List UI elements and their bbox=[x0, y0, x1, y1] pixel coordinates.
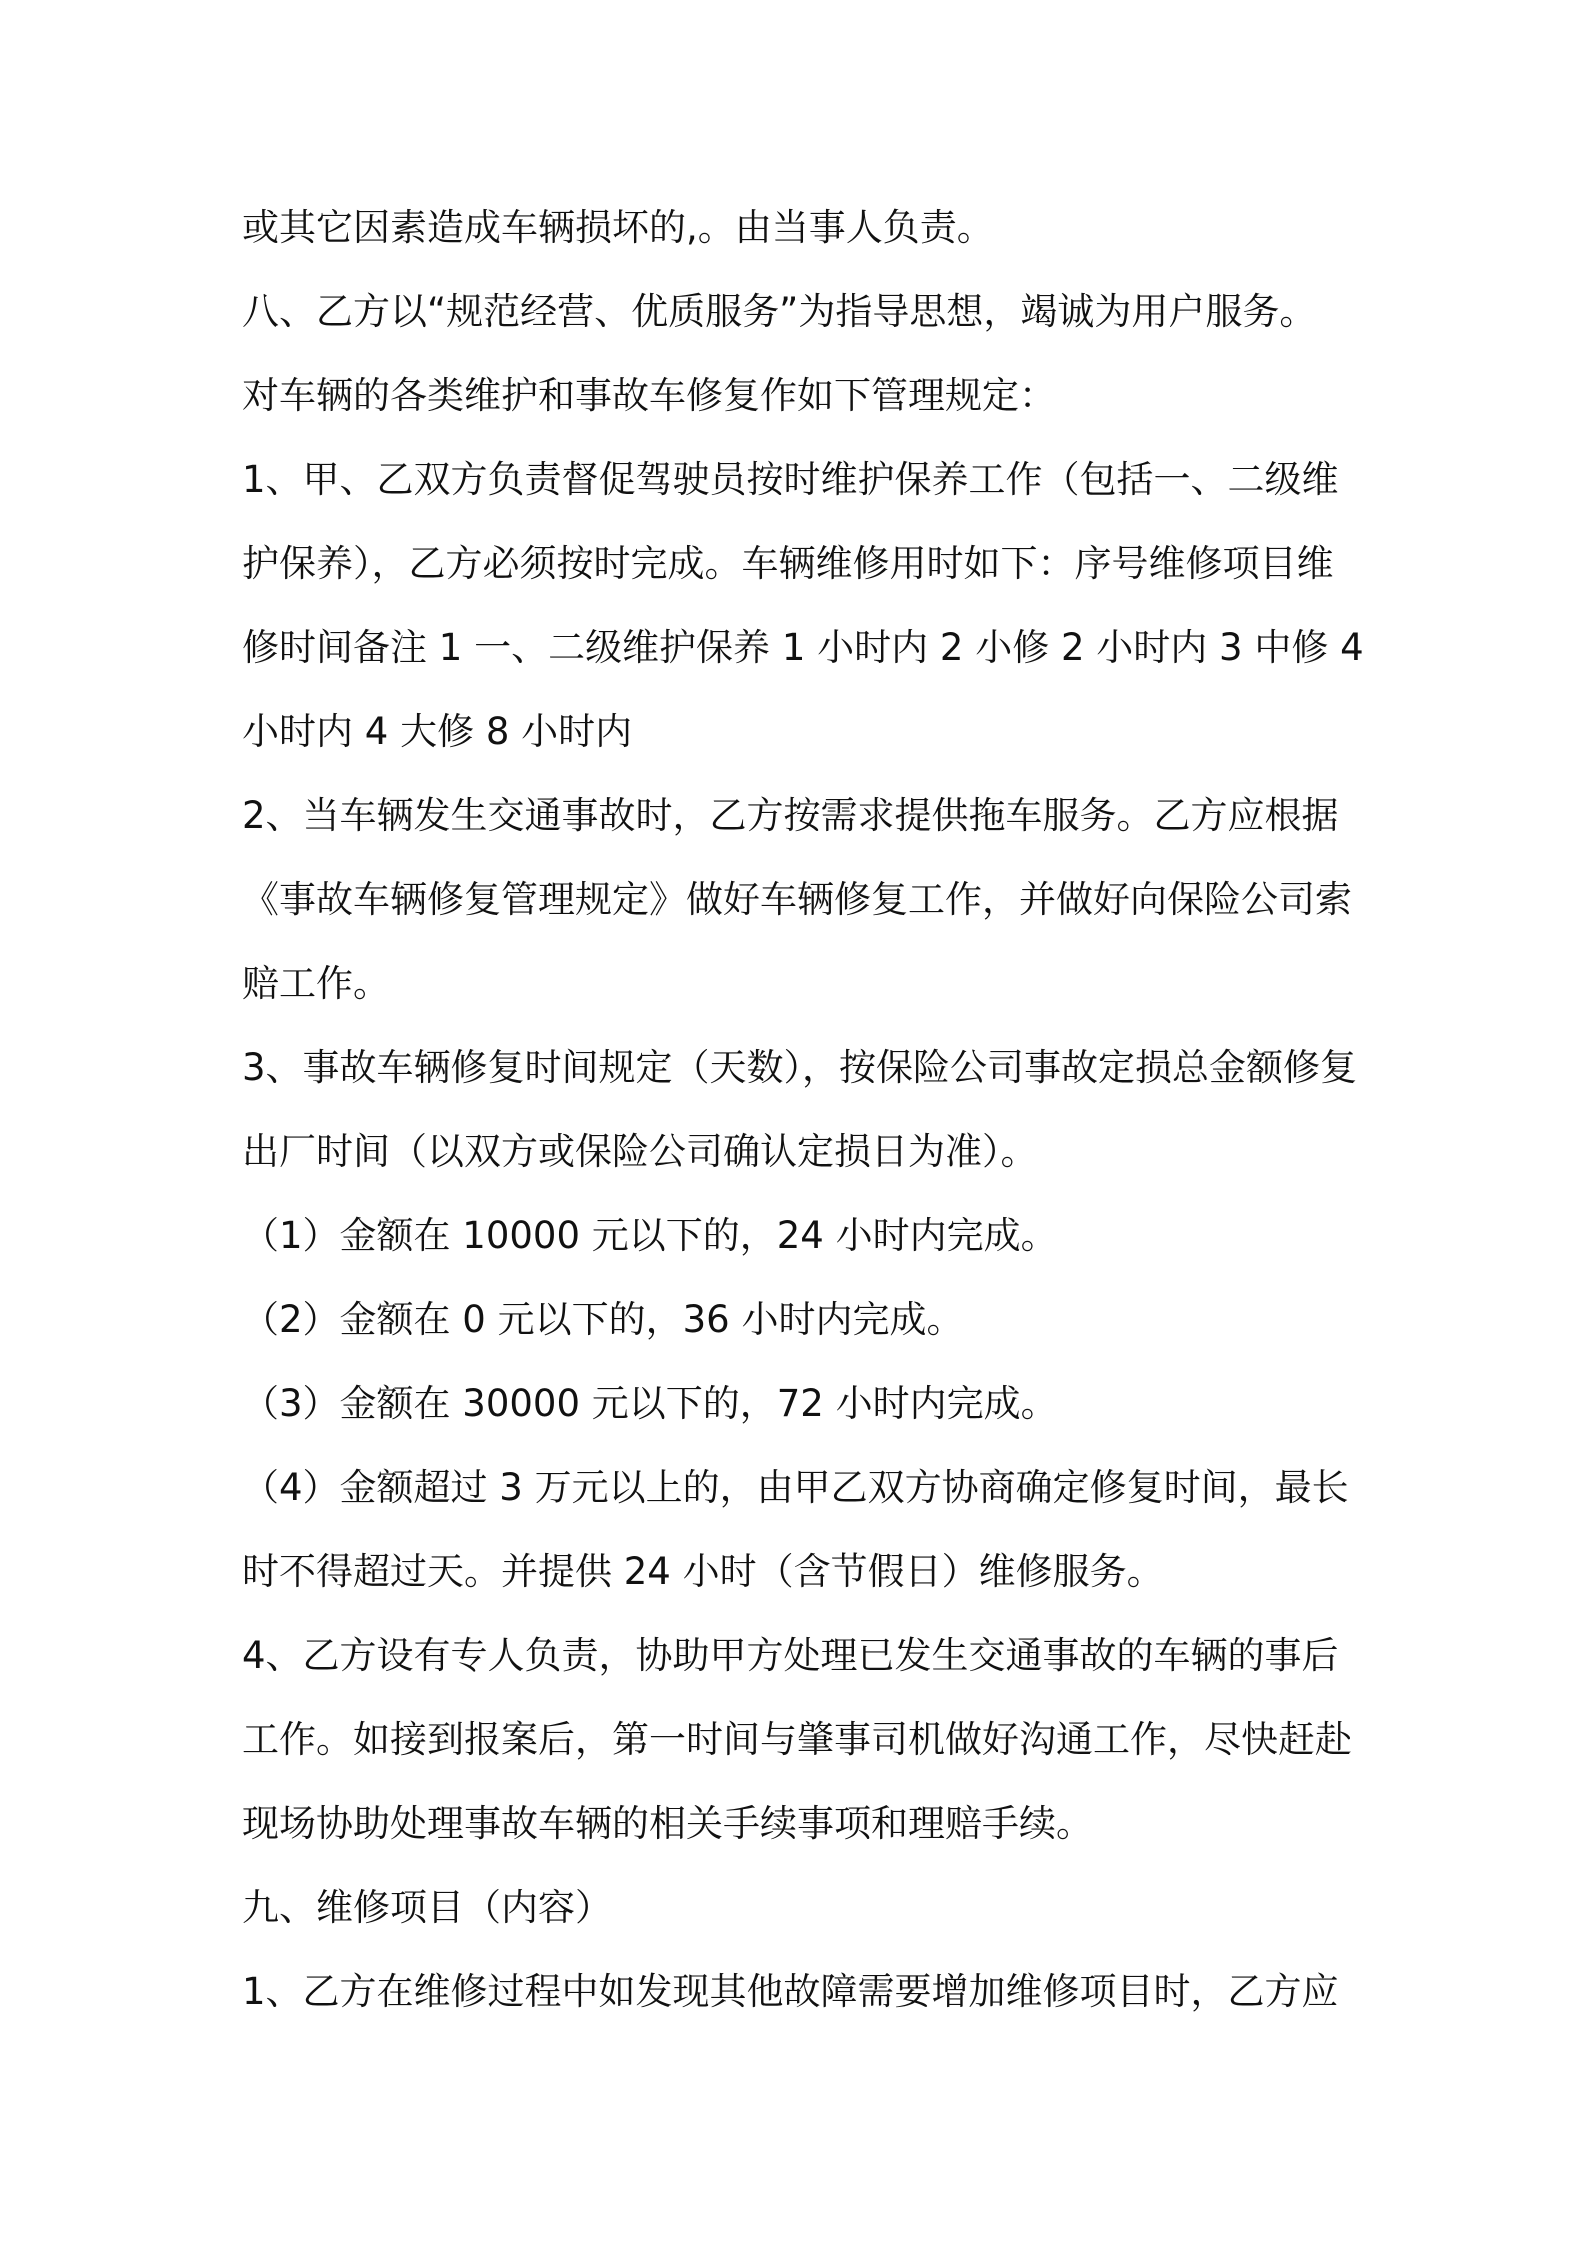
text-line: 小时内 4 大修 8 小时内 bbox=[242, 710, 633, 753]
text-line: 或其它因素造成车辆损坏的,。由当事人负责。 bbox=[242, 206, 994, 249]
text-line: 3、事故车辆修复时间规定（天数），按保险公司事故定损总金额修复 bbox=[242, 1046, 1358, 1089]
text-line: （3）金额在 30000 元以下的，72 小时内完成。 bbox=[242, 1382, 1058, 1425]
text-line: 2、当车辆发生交通事故时，乙方按需求提供拖车服务。乙方应根据 bbox=[242, 794, 1339, 837]
text-line: 出厂时间（以双方或保险公司确认定损日为准）。 bbox=[242, 1130, 1038, 1173]
text-line: 八、乙方以“规范经营、优质服务”为指导思想，竭诚为用户服务。 bbox=[242, 290, 1317, 333]
text-line: 1、乙方在维修过程中如发现其他故障需要增加维修项目时，乙方应 bbox=[242, 1970, 1339, 2013]
text-line: 工作。如接到报案后，第一时间与肇事司机做好沟通工作，尽快赶赴 bbox=[242, 1718, 1352, 1761]
text-line: （1）金额在 10000 元以下的，24 小时内完成。 bbox=[242, 1214, 1058, 1257]
text-line: 赔工作。 bbox=[242, 962, 390, 1005]
text-line: 1、甲、乙双方负责督促驾驶员按时维护保养工作（包括一、二级维 bbox=[242, 458, 1339, 501]
text-line: 时不得超过天。并提供 24 小时（含节假日）维修服务。 bbox=[242, 1550, 1164, 1593]
text-line: 修时间备注 1 一、二级维护保养 1 小时内 2 小修 2 小时内 3 中修 4 bbox=[242, 626, 1364, 669]
text-line: 九、维修项目（内容） bbox=[242, 1886, 612, 1929]
text-line: （2）金额在 0 元以下的，36 小时内完成。 bbox=[242, 1298, 964, 1341]
text-line: 《事故车辆修复管理规定》做好车辆修复工作，并做好向保险公司索 bbox=[242, 878, 1352, 921]
text-line: （4）金额超过 3 万元以上的，由甲乙双方协商确定修复时间，最长 bbox=[242, 1466, 1349, 1509]
text-line: 现场协助处理事故车辆的相关手续事项和理赔手续。 bbox=[242, 1802, 1093, 1845]
text-line: 4、乙方设有专人负责，协助甲方处理已发生交通事故的车辆的事后 bbox=[242, 1634, 1339, 1677]
text-line: 护保养），乙方必须按时完成。车辆维修用时如下：序号维修项目维 bbox=[242, 542, 1334, 585]
text-line: 对车辆的各类维护和事故车修复作如下管理规定： bbox=[242, 374, 1056, 417]
